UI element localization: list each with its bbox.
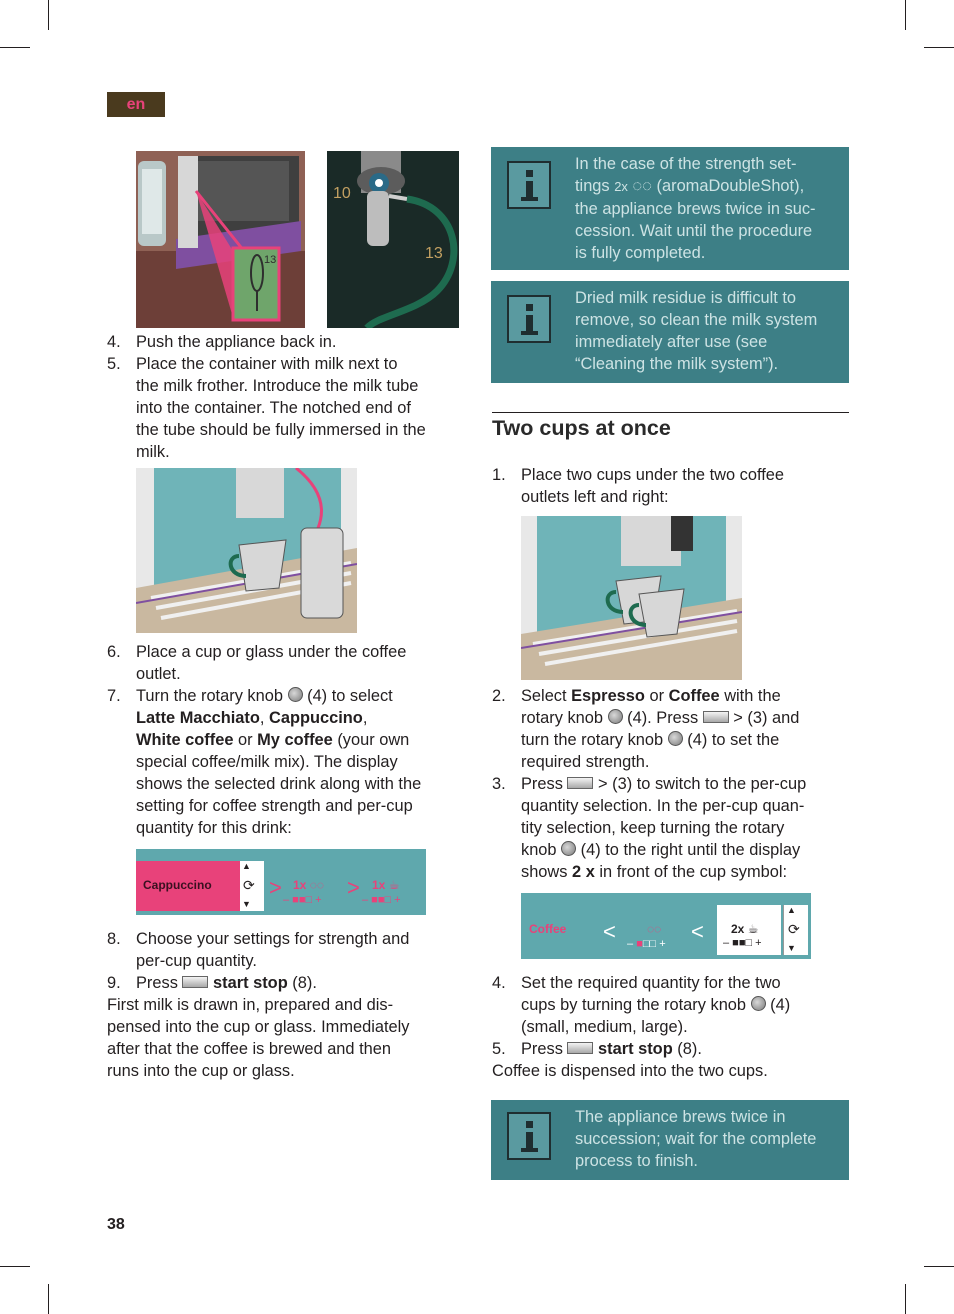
rotary-knob-icon: [288, 687, 303, 702]
step-text: [136, 685, 476, 839]
text-line: pensed into the cup or glass. Immediately: [107, 1018, 410, 1036]
text-fragment: (4): [770, 996, 791, 1014]
text-line: into the container. The notched end of: [136, 399, 411, 417]
fig-label-10: 10: [333, 185, 351, 202]
rotary-knob-icon: [751, 996, 766, 1011]
text-line: Set the required quantity for the two: [521, 974, 781, 992]
text-line: cession. Wait until the procedure: [575, 222, 813, 240]
start-stop-label: start stop: [213, 974, 288, 992]
text-fragment: knob: [521, 841, 557, 859]
refresh-icon: ⟳: [243, 877, 255, 893]
crop-mark: [924, 1266, 954, 1267]
display-coffee: [521, 893, 811, 959]
chevron-left-icon: <: [603, 919, 616, 944]
option-espresso: Espresso: [571, 687, 645, 705]
quantity-2x: 2 x: [572, 863, 595, 881]
text-fragment: (4) to set the: [687, 731, 780, 749]
option-white-coffee: White coffee: [136, 731, 234, 749]
strength-text: 1x: [293, 878, 307, 892]
text-line: required strength.: [521, 753, 650, 771]
text-line: In the case of the strength set-: [575, 155, 797, 173]
display-drink-name: Coffee: [529, 922, 567, 936]
display-quantity-value: [731, 922, 758, 936]
info-icon: [507, 295, 551, 343]
text-line: special coffee/milk mix). The display: [136, 753, 398, 771]
text-fragment: (aromaDoubleShot),: [656, 177, 805, 195]
bean-icon: ◌◌: [309, 878, 324, 892]
illustration-cup-milk-container: [136, 468, 357, 633]
text-fragment: > (3) and: [733, 709, 800, 727]
rotary-knob-icon: [668, 731, 683, 746]
step-number: 5.: [107, 355, 121, 373]
text-line: shows the selected drink along with the: [136, 775, 422, 793]
text-fragment: Turn the rotary knob: [136, 687, 283, 705]
display-quantity-panel: [717, 905, 781, 955]
right-step-3: [492, 773, 852, 883]
crop-mark: [905, 1284, 906, 1314]
minus-sign: –: [283, 894, 290, 906]
text-line: setting for coffee strength and per-cup: [136, 797, 413, 815]
info-text: [575, 1106, 849, 1172]
page-number: 38: [107, 1216, 125, 1233]
text-line: Place the container with milk next to: [136, 355, 398, 373]
section-divider: [492, 412, 849, 413]
display-scroll-panel: [783, 905, 808, 955]
crop-mark: [0, 1266, 30, 1267]
text-line: the tube should be fully immersed in the: [136, 421, 426, 439]
minus-sign: –: [627, 938, 634, 950]
arrow-up-icon: ▲: [242, 861, 251, 871]
cup-icon: ☕: [747, 922, 759, 936]
option-my-coffee: My coffee: [257, 731, 333, 749]
step-number: 9.: [107, 974, 121, 992]
text-line: (small, medium, large).: [521, 1018, 688, 1036]
illustration-appliance-tube: [136, 151, 305, 328]
minus-sign: –: [723, 937, 730, 949]
step-6: [107, 641, 477, 685]
step-text: [521, 464, 784, 508]
button-icon: [567, 777, 593, 789]
text-fragment: (8).: [677, 1040, 702, 1058]
option-cappuccino: Cappuccino: [269, 709, 363, 727]
right-step-2: [492, 685, 852, 773]
chevron-right-icon: >: [269, 875, 282, 900]
step-number: 7.: [107, 687, 121, 705]
text-fragment: (8).: [292, 974, 317, 992]
step-text: [136, 641, 406, 685]
step-number: 4.: [107, 333, 121, 351]
text-fragment: shows: [521, 863, 568, 881]
quantity-scale: – ■■□ +: [362, 894, 401, 906]
info-icon: [507, 161, 551, 209]
plus-sign: +: [315, 894, 322, 906]
rotary-knob-icon: [608, 709, 623, 724]
text-line: is fully completed.: [575, 244, 706, 262]
step-text: [136, 353, 426, 463]
crop-mark: [905, 0, 906, 30]
text-line: runs into the cup or glass.: [107, 1062, 295, 1080]
step-number: 4.: [492, 974, 506, 992]
text-line: outlets left and right:: [521, 488, 669, 506]
right-step-1: [492, 464, 852, 508]
arrow-up-icon: ▲: [787, 905, 796, 915]
text-fragment: Press: [521, 775, 563, 793]
step-text: [521, 773, 851, 883]
option-latte-macchiato: Latte Macchiato: [136, 709, 260, 727]
closing-paragraph-left: [107, 994, 477, 1082]
text-fragment: in front of the cup symbol:: [599, 863, 788, 881]
info-icon: [507, 1112, 551, 1160]
text-line: outlet.: [136, 665, 181, 683]
text-fragment: (your own: [337, 731, 410, 749]
text-line: remove, so clean the milk system: [575, 311, 818, 329]
display-quantity-value: [372, 878, 399, 892]
text-fragment: turn the rotary knob: [521, 731, 664, 749]
quantity-text: 1x: [372, 878, 386, 892]
bean-icon: ◌◌: [632, 177, 652, 195]
step-number: 6.: [107, 643, 121, 661]
text-fragment: Select: [521, 687, 567, 705]
language-tab: en: [107, 92, 165, 117]
text-fragment: Press: [136, 974, 178, 992]
start-stop-label: start stop: [598, 1040, 673, 1058]
right-step-4: [492, 972, 852, 1038]
crop-mark: [0, 47, 30, 48]
crop-mark: [924, 47, 954, 48]
step-number: 1.: [492, 466, 506, 484]
chevron-right-icon: >: [347, 875, 360, 900]
text-line: per-cup quantity.: [136, 952, 257, 970]
text-line: after that the coffee is brewed and then: [107, 1040, 391, 1058]
info-box-brews-twice: [491, 1100, 849, 1180]
text-line: First milk is drawn in, prepared and dis-: [107, 996, 394, 1014]
button-icon: [567, 1042, 593, 1054]
quantity-scale: – ■■□ +: [723, 937, 762, 949]
strength-scale: – ■□□ +: [627, 938, 666, 950]
fig-label-13-right: 13: [425, 245, 443, 262]
step-number: 5.: [492, 1040, 506, 1058]
separator: ,: [259, 709, 265, 727]
text-fragment: cups by turning the rotary knob: [521, 996, 747, 1014]
step-text: [521, 685, 851, 773]
minus-sign: –: [362, 894, 369, 906]
text-fragment: with the: [724, 687, 781, 705]
text-line: succession; wait for the complete: [575, 1130, 817, 1148]
fig-label-13-left: 13: [264, 254, 277, 266]
step-number: 8.: [107, 930, 121, 948]
bean-icon: ◌◌: [647, 922, 662, 936]
info-text: [575, 153, 849, 264]
info-box-milk-residue: [491, 281, 849, 383]
illustration-two-cups: [521, 516, 742, 680]
text-line: quantity for this drink:: [136, 819, 292, 837]
text-line: the milk frother. Introduce the milk tube: [136, 377, 419, 395]
text-fragment: (4) to select: [307, 687, 393, 705]
text-fragment: or: [649, 687, 665, 705]
text-line: the appliance brews twice in suc-: [575, 200, 816, 218]
text-line: Place two cups under the two coffee: [521, 466, 785, 484]
illustration-milk-frother: [327, 151, 459, 328]
right-step-5: [492, 1038, 852, 1060]
text-line: immediately after use (see: [575, 333, 768, 351]
cup-icon: ☕: [388, 878, 400, 892]
crop-mark: [48, 1284, 49, 1314]
text-fragment: > (3) to switch to the per-cup: [598, 775, 807, 793]
arrow-down-icon: ▼: [787, 943, 796, 953]
step-text: [521, 1038, 851, 1060]
plus-sign: +: [755, 937, 762, 949]
quantity-text: 2x: [731, 922, 745, 936]
chevron-left-icon: <: [691, 919, 704, 944]
text-fragment: Press: [521, 1040, 563, 1058]
info-box-strength: [491, 147, 849, 270]
rotary-knob-icon: [561, 841, 576, 856]
display-drink-name: Cappuccino: [143, 878, 212, 892]
button-icon: [703, 711, 729, 723]
info-text: [575, 287, 849, 375]
step-9: [107, 972, 477, 994]
separator: ,: [362, 709, 368, 727]
refresh-icon: ⟳: [788, 921, 800, 937]
text-line: Place a cup or glass under the coffee: [136, 643, 407, 661]
step-8: [107, 928, 477, 972]
text-line: The appliance brews twice in: [575, 1108, 786, 1126]
strength-scale: – ■■□ +: [283, 894, 322, 906]
step-number: 3.: [492, 775, 506, 793]
step-number: 2.: [492, 687, 506, 705]
step-text: [136, 928, 409, 972]
closing-paragraph-right: Coffee is dispensed into the two cups.: [492, 1062, 768, 1080]
display-cappuccino: [136, 849, 426, 915]
text-line: process to finish.: [575, 1152, 698, 1170]
text-line: Dried milk residue is difficult to: [575, 289, 797, 307]
section-heading: Two cups at once: [492, 416, 671, 440]
text-fragment: or: [238, 731, 253, 749]
option-coffee: Coffee: [668, 687, 720, 705]
display-scroll-panel: [240, 861, 264, 911]
text-line: tity selection, keep turning the rotary: [521, 819, 785, 837]
button-icon: [182, 976, 208, 988]
plus-sign: +: [659, 938, 666, 950]
step-text: [136, 972, 476, 994]
step-text: [521, 972, 851, 1038]
text-fragment: tings: [575, 177, 610, 195]
text-line: Choose your settings for strength and: [136, 930, 410, 948]
text-line: milk.: [136, 443, 170, 461]
strength-2x: 2x: [614, 179, 628, 194]
arrow-down-icon: ▼: [242, 899, 251, 909]
text-line: “Cleaning the milk system”).: [575, 355, 779, 373]
display-strength-value: [293, 878, 324, 892]
text-line: quantity selection. In the per-cup quan-: [521, 797, 805, 815]
step-text: Push the appliance back in.: [136, 333, 337, 351]
text-fragment: (4). Press: [627, 709, 699, 727]
plus-sign: +: [394, 894, 401, 906]
text-fragment: rotary knob: [521, 709, 603, 727]
crop-mark: [48, 0, 49, 30]
step-7: [107, 685, 477, 840]
step-5: [107, 353, 477, 463]
text-fragment: (4) to the right until the display: [580, 841, 801, 859]
